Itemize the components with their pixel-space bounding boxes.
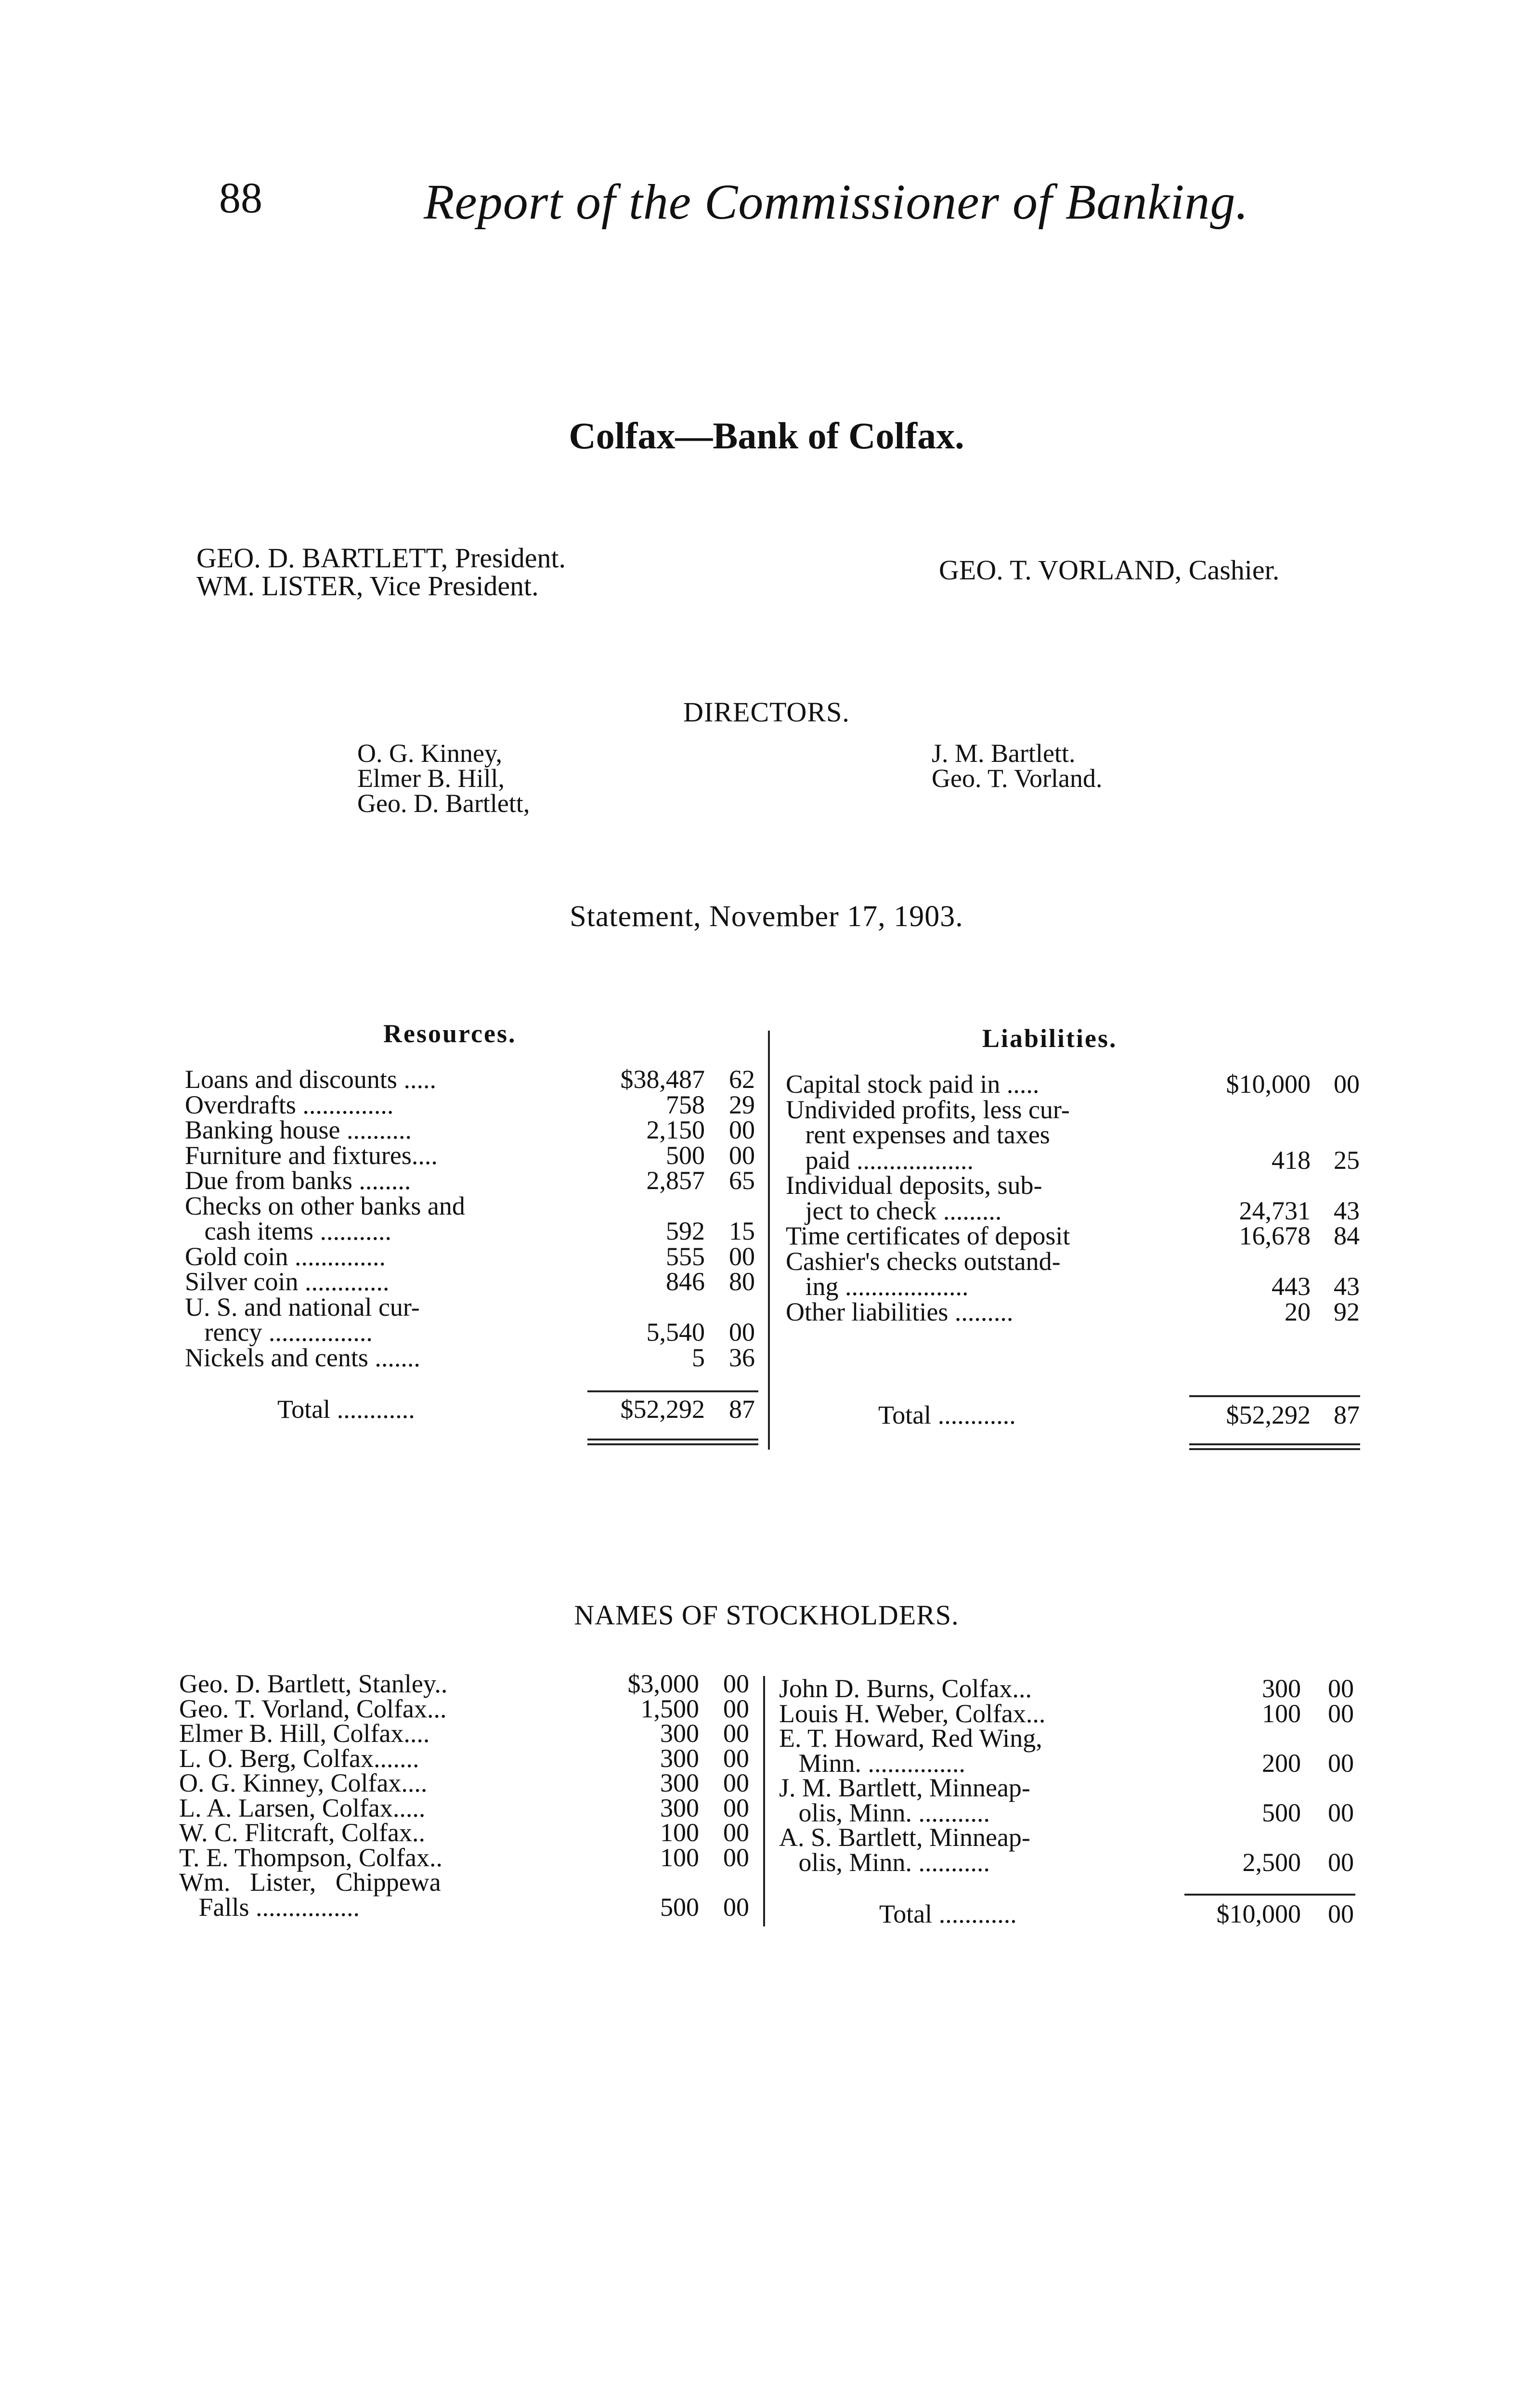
liability-row [786,1173,1364,1198]
row-dollars: 300 [1262,1674,1301,1703]
stockholder-row [179,1743,757,1773]
row-label: Banking house .......... [185,1115,412,1144]
row-cents: 00 [723,1892,749,1922]
total-cents: 87 [1334,1400,1360,1429]
row-label: E. T. Howard, Red Wing, [779,1724,1042,1753]
resource-row [185,1244,763,1269]
director: O. G. Kinney, [357,739,502,768]
resources-total [185,1397,763,1426]
statement-divider [768,1031,770,1450]
row-cents: 00 [723,1818,749,1847]
row-label: Undivided profits, less cur- [786,1095,1070,1124]
row-dollars: 555 [666,1242,705,1271]
row-label: ing ................... [786,1272,969,1301]
liabilities-total-rule-1 [1189,1443,1360,1445]
row-dollars: 100 [1262,1699,1301,1728]
row-cents: 00 [723,1843,749,1872]
row-label: Loans and discounts ..... [185,1065,436,1094]
resource-row [185,1320,763,1345]
liability-row [786,1223,1364,1249]
directors-left [357,741,530,816]
row-label: Cashier's checks outstand- [786,1246,1061,1276]
row-dollars: 200 [1262,1748,1301,1778]
stockholder-row [779,1800,1362,1825]
row-dollars: $10,000 [1226,1070,1311,1099]
stockholder-row [779,1847,1362,1877]
resources-sum-rule [587,1390,758,1392]
liabilities-table [786,1072,1364,1361]
row-cents: 43 [1334,1272,1360,1301]
stockholder-row [179,1721,757,1746]
director: Geo. D. Bartlett, [357,789,530,818]
row-dollars: 16,678 [1239,1221,1311,1250]
row-label: Minn. ............... [779,1748,966,1778]
stockholder-row [179,1892,757,1922]
row-label: Time certificates of deposit [786,1221,1070,1250]
row-label: olis, Minn. ........... [779,1798,990,1827]
stockholders-sum-rule [1184,1894,1355,1896]
stockholder-row [179,1870,757,1895]
row-label: Individual deposits, sub- [786,1171,1042,1200]
row-cents: 65 [729,1166,755,1195]
row-label: L. O. Berg, Colfax....... [179,1743,419,1773]
row-cents: 25 [1334,1145,1360,1175]
row-dollars: 100 [660,1843,699,1872]
stockholder-row [179,1845,757,1870]
row-label: paid .................. [786,1145,974,1175]
row-label: Due from banks ........ [185,1166,411,1195]
resource-row [185,1117,763,1143]
row-cents: 92 [1334,1297,1360,1326]
stockholder-row [179,1770,757,1795]
row-dollars: 500 [666,1140,705,1170]
stockholder-row [179,1696,757,1721]
resource-row [185,1345,763,1371]
director: Elmer B. Hill, [357,764,505,793]
bank-title: Colfax—Bank of Colfax. [569,415,964,457]
stockholder-row [779,1726,1362,1751]
liability-row [786,1246,1364,1276]
row-label: Wm. Lister, Chippewa [179,1868,441,1897]
resource-row [185,1193,763,1219]
row-cents: 00 [1328,1847,1354,1877]
page-number: 88 [219,174,262,222]
row-dollars: 592 [666,1217,705,1245]
row-dollars: 300 [660,1743,699,1773]
stockholder-row [179,1671,757,1696]
row-cents: 00 [723,1743,749,1773]
total-row [779,1901,1362,1930]
liability-row [786,1299,1364,1325]
row-cents: 00 [1334,1070,1360,1099]
resources-table [185,1067,763,1404]
stockholder-row [779,1748,1362,1778]
liabilities-sum-rule [1189,1395,1360,1397]
resources-total-rule-1 [587,1439,758,1440]
officers-left [196,544,566,600]
row-dollars: $3,000 [627,1669,699,1698]
stockholders-divider [763,1676,765,1926]
row-label: Geo. T. Vorland, Colfax... [179,1694,447,1723]
director: J. M. Bartlett. [932,739,1076,768]
row-label: olis, Minn. ........... [779,1847,990,1877]
row-dollars: 5 [692,1343,705,1372]
stockholders-heading: NAMES OF STOCKHOLDERS. [574,1599,959,1631]
row-label: rent expenses and taxes [786,1120,1050,1149]
resources-total-rule-2 [587,1443,758,1445]
directors-right [932,741,1102,791]
row-label: U. S. and national cur- [185,1292,420,1322]
resource-row [185,1140,763,1170]
stockholder-row [179,1795,757,1820]
row-dollars: 300 [660,1719,699,1748]
total-row [185,1397,763,1426]
row-label: Other liabilities ......... [786,1297,1013,1326]
row-dollars: 300 [660,1768,699,1797]
row-label: Silver coin ............. [185,1267,390,1296]
row-cents: 00 [1328,1798,1354,1827]
stockholders-total [779,1901,1362,1930]
row-cents: 00 [729,1115,755,1144]
row-dollars: 846 [666,1267,705,1296]
row-label: Geo. D. Bartlett, Stanley.. [179,1669,448,1698]
row-label: Falls ................ [179,1892,360,1922]
row-label: Capital stock paid in ..... [786,1070,1039,1099]
row-label: L. A. Larsen, Colfax..... [179,1793,426,1822]
row-dollars: $38,487 [620,1065,705,1094]
row-cents: 84 [1334,1221,1360,1250]
row-dollars: 418 [1272,1145,1311,1175]
row-cents: 80 [729,1267,755,1296]
total-dollars: $10,000 [1216,1899,1301,1928]
cashier: GEO. T. VORLAND, Cashier. [939,554,1280,586]
row-dollars: 300 [660,1793,699,1822]
row-label: O. G. Kinney, Colfax.... [179,1768,428,1797]
row-cents: 29 [729,1090,755,1119]
row-dollars: 2,150 [646,1115,705,1144]
liability-row [786,1145,1364,1175]
liability-row [786,1198,1364,1224]
total-label: Total ............ [878,1400,1016,1429]
resource-row [185,1218,763,1244]
row-dollars: 5,540 [646,1318,705,1347]
liabilities-total [786,1402,1364,1431]
liability-row [786,1122,1364,1148]
stockholder-row [779,1676,1362,1701]
row-cents: 36 [729,1343,755,1372]
vice-president: WM. LISTER, Vice President. [196,570,539,602]
total-label: Total ............ [879,1899,1017,1928]
total-cents: 87 [729,1395,755,1424]
row-label: Louis H. Weber, Colfax... [779,1699,1046,1728]
row-cents: 15 [729,1217,755,1245]
row-dollars: 758 [666,1090,705,1119]
row-label: cash items ........... [185,1217,391,1245]
row-cents: 00 [723,1768,749,1797]
row-label: Checks on other banks and [185,1191,465,1220]
row-cents: 00 [729,1318,755,1347]
total-dollars: $52,292 [1226,1400,1311,1429]
row-cents: 00 [1328,1674,1354,1703]
liabilities-total-rule-2 [1189,1448,1360,1450]
row-dollars: 100 [660,1818,699,1847]
row-label: ject to check ......... [786,1196,1002,1225]
liability-row [786,1274,1364,1299]
stockholder-row [779,1701,1362,1726]
directors-heading: DIRECTORS. [683,696,850,728]
president: GEO. D. BARTLETT, President. [196,542,566,574]
stockholders-right [779,1676,1362,1898]
row-cents: 00 [729,1140,755,1170]
resource-row [185,1067,763,1092]
liabilities-heading: Liabilities. [982,1024,1117,1053]
row-label: Elmer B. Hill, Colfax.... [179,1719,430,1748]
row-label: Nickels and cents ....... [185,1343,420,1372]
row-dollars: 20 [1285,1297,1311,1326]
row-label: rency ................ [185,1318,373,1347]
row-cents: 00 [723,1719,749,1748]
row-cents: 00 [1328,1748,1354,1778]
resource-row [185,1092,763,1118]
total-row [786,1402,1364,1431]
row-cents: 00 [723,1793,749,1822]
total-dollars: $52,292 [620,1395,705,1424]
total-cents: 00 [1328,1899,1354,1928]
running-title: Report of the Commissioner of Banking. [424,174,1249,230]
row-label: W. C. Flitcraft, Colfax.. [179,1818,425,1847]
row-label: John D. Burns, Colfax... [779,1674,1032,1703]
resource-row [185,1292,763,1322]
director: Geo. T. Vorland. [932,764,1103,793]
row-label: J. M. Bartlett, Minneap- [779,1773,1030,1802]
row-cents: 00 [723,1669,749,1698]
row-dollars: 1,500 [640,1694,699,1723]
row-label: Furniture and fixtures.... [185,1140,438,1170]
row-cents: 62 [729,1065,755,1094]
row-cents: 43 [1334,1196,1360,1225]
resource-row [185,1269,763,1295]
row-cents: 00 [729,1242,755,1271]
row-label: Overdrafts .............. [185,1090,394,1119]
row-dollars: 24,731 [1239,1196,1311,1225]
row-cents: 00 [723,1694,749,1723]
stockholder-row [779,1775,1362,1800]
row-dollars: 500 [660,1892,699,1922]
row-dollars: 443 [1272,1272,1311,1301]
row-label: Gold coin .............. [185,1242,386,1271]
stockholder-row [179,1820,757,1845]
row-dollars: 2,857 [646,1166,705,1195]
liability-row [786,1072,1364,1097]
row-label: A. S. Bartlett, Minneap- [779,1823,1030,1852]
total-label: Total ............ [277,1395,415,1424]
row-dollars: 500 [1262,1798,1301,1827]
resource-row [185,1168,763,1193]
resources-heading: Resources. [383,1019,517,1048]
row-label: T. E. Thompson, Colfax.. [179,1843,442,1872]
statement-heading: Statement, November 17, 1903. [570,900,963,933]
stockholder-row [779,1825,1362,1850]
row-dollars: 2,500 [1242,1847,1301,1877]
row-cents: 00 [1328,1699,1354,1728]
stockholders-left [179,1671,757,1941]
liability-row [786,1097,1364,1123]
